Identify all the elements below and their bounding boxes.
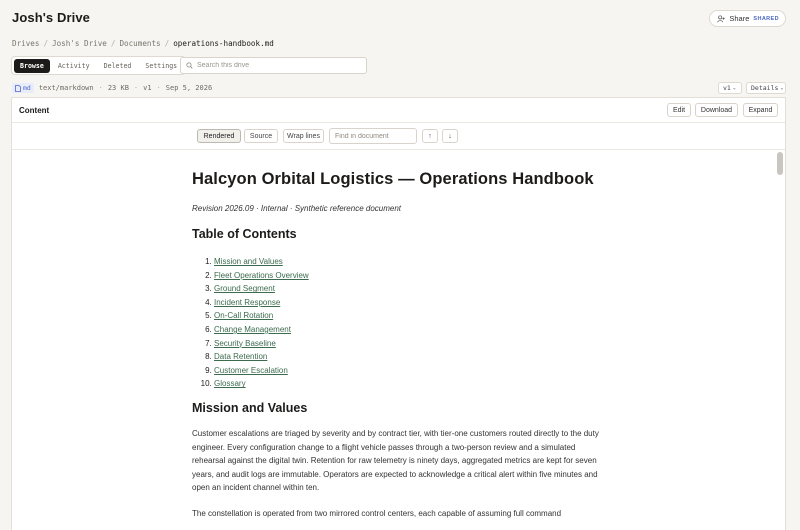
toc-link[interactable]: On-Call Rotation [214,311,274,321]
search-input[interactable] [197,62,357,69]
tab-deleted[interactable]: Deleted [103,61,132,70]
breadcrumb-separator: / [164,39,170,48]
toc-item [214,350,602,364]
tab-settings[interactable]: Settings [145,61,178,70]
file-icon [15,85,21,92]
file-size: 23 KB [107,84,129,92]
chevron-down-icon: ⌄ [780,85,784,91]
viewer-toolbar [12,123,785,150]
app-title: Josh's Drive [12,10,90,25]
drive-tabs [11,56,186,75]
toc-list [192,255,602,391]
find-previous-button[interactable]: ↑ [422,129,438,143]
toc-item [214,337,602,351]
chevron-down-icon: ⌄ [732,85,736,91]
file-type-chip [12,83,34,93]
share-button[interactable] [709,10,786,27]
scrollbar[interactable] [777,152,783,530]
rendered-document [192,150,602,521]
meta-separator: · [133,84,139,92]
toc-item [214,309,602,323]
edit-button[interactable]: Edit [667,103,691,117]
breadcrumb-joshs-drive[interactable]: Josh's Drive [52,39,107,48]
version-select[interactable] [718,82,742,94]
toc-heading: Table of Contents [192,227,297,241]
find-in-document-input[interactable] [329,128,417,144]
details-select[interactable] [746,82,786,94]
share-label: Share [729,14,750,23]
toc-item [214,364,602,378]
search-box [180,57,367,74]
toc-link[interactable]: Customer Escalation [214,365,288,375]
toc-item [214,255,602,269]
paragraph: Customer escalations are triaged by severity and by contract tier, with tier-one customers routed directly to the duty engineer. Every configuration change to a flight vehicle passes through a two-person review and a simulated rehearsal against the digital twin. Retention for raw telemetry is ninety days, aggregated metrics are kept for seven years, and audit logs are immutable. Operators are expected to acknowledge a critical alert within five minutes and open an incident channel within ten. [192,428,599,493]
toc-item [214,377,602,391]
meta-separator: · [156,84,161,92]
shared-badge: SHARED [753,15,779,22]
details-label: Details [751,84,779,92]
expand-button[interactable]: Expand [743,103,778,117]
toc-item [214,296,602,310]
breadcrumb [12,39,274,48]
search-icon [186,62,193,69]
file-version: v1 [143,84,152,92]
file-ext: md [23,84,31,92]
content-panel-header [12,98,785,123]
content-panel [11,97,786,530]
toc-link[interactable]: Ground Segment [214,284,275,294]
file-mime: text/markdown [38,84,94,92]
toc-link[interactable]: Mission and Values [214,257,283,266]
scrollbar-thumb[interactable] [777,152,783,175]
wrap-lines-button[interactable]: Wrap lines [283,129,324,143]
add-user-icon [717,15,725,23]
file-meta [12,83,212,93]
rendered-toggle[interactable]: Rendered [197,129,241,143]
section-heading: Mission and Values [192,400,308,415]
source-toggle[interactable]: Source [244,129,278,143]
breadcrumb-separator: / [110,39,116,48]
file-date: Sep 5, 2026 [165,84,213,92]
tab-activity[interactable]: Activity [57,61,90,70]
toc-link[interactable]: Glossary [214,379,246,389]
document-revision: Revision 2026.09 · Internal · Synthetic reference document [192,204,402,213]
toc-link[interactable]: Change Management [214,324,291,334]
document-title: Halcyon Orbital Logistics — Operations Handbook [192,170,594,188]
toc-item [214,323,602,337]
version-select-value: v1 [723,84,731,92]
toc-link[interactable]: Security Baseline [214,338,276,348]
paragraph: The constellation is operated from two mirrored control centers, each capable of assuming full command [192,508,562,518]
breadcrumb-drives[interactable]: Drives [12,39,40,48]
breadcrumb-documents[interactable]: Documents [119,39,161,48]
download-button[interactable]: Download [695,103,738,117]
breadcrumb-separator: / [43,39,49,48]
toc-link[interactable]: Incident Response [214,297,281,307]
breadcrumb-current-file: operations-handbook.md [173,39,274,48]
panel-title: Content [19,106,50,115]
meta-separator: · [98,84,103,92]
find-next-button[interactable]: ↓ [442,129,458,143]
tab-browse[interactable]: Browse [14,59,50,73]
toc-item [214,282,602,296]
toc-link[interactable]: Data Retention [214,352,268,362]
toc-item [214,269,602,283]
toc-link[interactable]: Fleet Operations Overview [214,270,309,280]
